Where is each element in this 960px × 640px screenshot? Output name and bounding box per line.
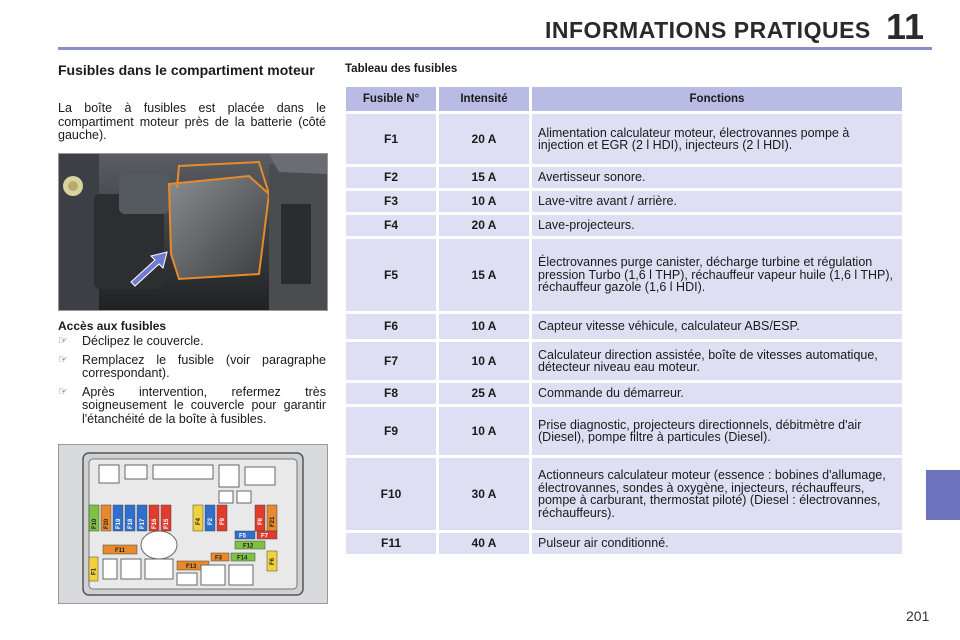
fuse-label-f18: F18 [128, 518, 134, 529]
fuse-label-f6: F6 [270, 557, 276, 565]
pointing-hand-icon: ☞ [58, 335, 68, 347]
chapter-number: 11 [886, 6, 925, 47]
page-number: 201 [906, 608, 930, 624]
header-fuse-number: Fusible N° [346, 87, 436, 111]
intensity-cell: 10 A [439, 407, 529, 455]
intensity-cell: 30 A [439, 458, 529, 530]
fuse-number-cell: F3 [346, 191, 436, 212]
table-row [346, 191, 902, 212]
engine-bay-photo [58, 153, 328, 311]
list-item [58, 335, 326, 349]
fuse-label-f8: F8 [258, 517, 264, 525]
access-steps-list [58, 335, 326, 431]
table-row [346, 458, 902, 530]
fuse-label-f10: F10 [92, 518, 98, 529]
fuse-label-f19: F19 [116, 518, 122, 529]
step-text: Déclipez le couvercle. [82, 334, 204, 348]
fuse-label-f4: F4 [196, 517, 202, 525]
fuse-number-cell: F11 [346, 533, 436, 554]
chapter-tab [926, 470, 960, 520]
fuse-label-f16: F16 [152, 518, 158, 529]
fuse-number-cell: F1 [346, 114, 436, 164]
fuse-label-f7: F7 [261, 533, 269, 540]
fuse-label-f11: F11 [115, 548, 126, 554]
fuse-label-f14: F14 [237, 555, 248, 562]
header-divider [58, 47, 932, 50]
intensity-cell: 15 A [439, 167, 529, 188]
function-cell: Calculateur direction assistée, boîte de vitesses automatique, détecteur niveau eau moteur. [532, 342, 902, 380]
list-item [58, 386, 326, 427]
pointing-hand-icon: ☞ [58, 353, 68, 366]
function-cell: Actionneurs calculateur moteur (essence : bobines d'allumage, électrovannes, sondes à oxygène, injecteurs, réchauffeurs, pompe à carburant, thermostat piloté) (Diesel : électrovannes, réchauffeurs). [532, 458, 902, 530]
pointing-hand-icon: ☞ [58, 385, 68, 398]
fuse-number-cell: F4 [346, 215, 436, 236]
intensity-cell: 10 A [439, 314, 529, 339]
table-row [346, 215, 902, 236]
intensity-cell: 20 A [439, 114, 529, 164]
header-functions: Fonctions [532, 87, 902, 111]
fuse-label-f21: F21 [270, 516, 276, 527]
fuse-number-cell: F9 [346, 407, 436, 455]
table-row [346, 167, 902, 188]
intensity-cell: 40 A [439, 533, 529, 554]
step-text: Après intervention, refermez très soigneusement le couvercle pour garantir l'étanchéité de la boîte à fusibles. [82, 384, 326, 426]
table-row [346, 407, 902, 455]
fuse-label-f9: F9 [220, 517, 226, 525]
section-title: Fusibles dans le compartiment moteur [58, 62, 315, 78]
header-intensity: Intensité [439, 87, 529, 111]
step-text: Remplacez le fusible (voir paragraphe correspondant). [82, 352, 326, 380]
fuse-table [343, 84, 905, 557]
fuse-number-cell: F2 [346, 167, 436, 188]
intensity-cell: 20 A [439, 215, 529, 236]
access-heading: Accès aux fusibles [58, 319, 167, 333]
function-cell: Électrovannes purge canister, décharge turbine et régulation pression Turbo (1,6 l THP), réchauffeur vapeur huile (1,6 l THP), réchauffeur gazole (1,6 l HDI). [532, 239, 902, 311]
function-cell: Alimentation calculateur moteur, électrovannes pompe à injection et EGR (2 l HDI), injecteurs (2 l HDI). [532, 114, 902, 164]
table-header-row [346, 87, 902, 111]
fuse-label-f20: F20 [104, 518, 110, 529]
fuse-label-f5: F5 [239, 533, 247, 540]
intensity-cell: 10 A [439, 191, 529, 212]
table-row [346, 533, 902, 554]
fuse-label-f17: F17 [140, 518, 146, 529]
intensity-cell: 10 A [439, 342, 529, 380]
table-row [346, 114, 902, 164]
function-cell: Lave-vitre avant / arrière. [532, 191, 902, 212]
fuse-label-f3: F3 [215, 555, 223, 562]
fuse-number-cell: F6 [346, 314, 436, 339]
function-cell: Prise diagnostic, projecteurs directionnels, débitmètre d'air (Diesel), pompe filtre à particules (Diesel). [532, 407, 902, 455]
table-title: Tableau des fusibles [345, 63, 458, 75]
fuse-number-cell: F10 [346, 458, 436, 530]
function-cell: Capteur vitesse véhicule, calculateur ABS/ESP. [532, 314, 902, 339]
function-cell: Commande du démarreur. [532, 383, 902, 404]
fuse-label-f15: F15 [164, 518, 170, 529]
function-cell: Avertisseur sonore. [532, 167, 902, 188]
fuse-number-cell: F5 [346, 239, 436, 311]
intro-paragraph: La boîte à fusibles est placée dans le compartiment moteur près de la batterie (côté gauche). [58, 101, 326, 142]
intensity-cell: 25 A [439, 383, 529, 404]
chapter-title: INFORMATIONS PRATIQUES [545, 17, 871, 43]
fuse-label-f13: F13 [186, 564, 197, 570]
table-row [346, 239, 902, 311]
intensity-cell: 15 A [439, 239, 529, 311]
fusebox-diagram [58, 444, 328, 604]
fuse-number-cell: F7 [346, 342, 436, 380]
fuse-number-cell: F8 [346, 383, 436, 404]
fuse-label-f1: F1 [91, 567, 98, 575]
table-row [346, 314, 902, 339]
table-row [346, 342, 902, 380]
function-cell: Pulseur air conditionné. [532, 533, 902, 554]
list-item [58, 354, 326, 381]
fuse-label-f2: F2 [208, 517, 214, 525]
function-cell: Lave-projecteurs. [532, 215, 902, 236]
fuse-label-f12: F12 [243, 543, 254, 550]
engine-bay-illustration [59, 154, 327, 310]
table-row [346, 383, 902, 404]
fusebox-illustration [59, 445, 327, 603]
